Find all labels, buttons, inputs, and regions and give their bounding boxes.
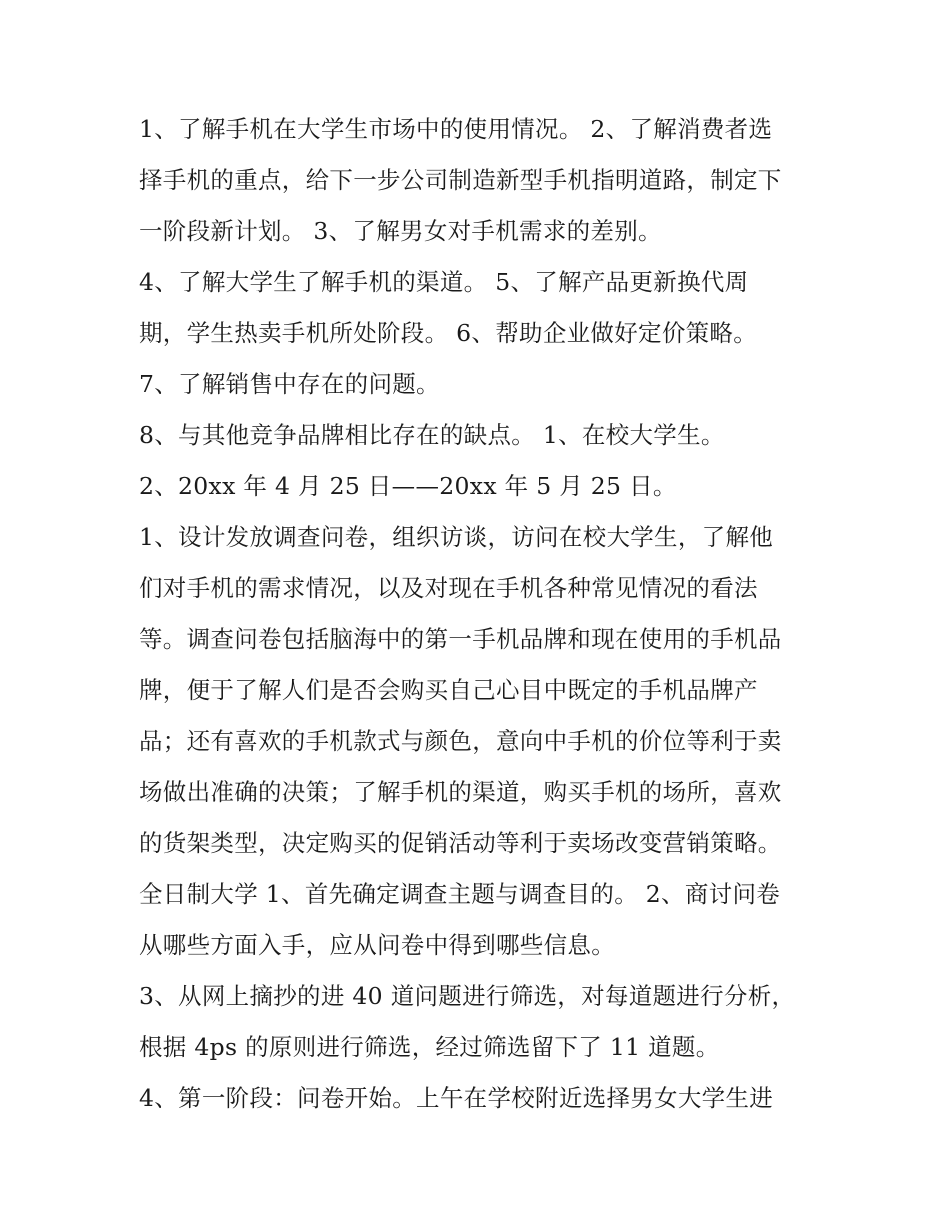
text-line-4: 4、了解大学生了解手机的渠道。 5、了解产品更新换代周 [139,268,749,296]
text-line-18: 3、从网上摘抄的进 40 道问题进行筛选，对每道题进行分析， [139,982,796,1010]
text-line-7: 8、与其他竞争品牌相比存在的缺点。 1、在校大学生。 [139,421,725,449]
document-body [139,104,819,1124]
text-line-16: 全日制大学 1、首先确定调查主题与调查目的。 2、商讨问卷 [139,880,781,908]
text-line-17: 从哪些方面入手，应从问卷中得到哪些信息。 [139,931,615,959]
text-line-13: 品；还有喜欢的手机款式与颜色，意向中手机的价位等利于卖 [139,727,782,755]
text-line-14: 场做出准确的决策；了解手机的渠道，购买手机的场所，喜欢 [139,778,782,806]
text-line-9: 1、设计发放调查问卷，组织访谈，访问在校大学生，了解他 [139,523,774,551]
text-line-20: 4、第一阶段：问卷开始。上午在学校附近选择男女大学生进 [139,1084,774,1112]
text-line-1: 1、了解手机在大学生市场中的使用情况。 2、了解消费者选 [139,115,773,143]
text-line-11: 等。调查问卷包括脑海中的第一手机品牌和现在使用的手机品 [139,625,782,653]
text-line-19: 根据 4ps 的原则进行筛选，经过筛选留下了 11 道题。 [139,1033,720,1061]
text-line-2: 择手机的重点，给下一步公司制造新型手机指明道路，制定下 [139,166,782,194]
text-line-15: 的货架类型，决定购买的促销活动等利于卖场改变营销策略。 [139,829,782,857]
text-line-3: 一阶段新计划。 3、了解男女对手机需求的差别。 [139,217,662,245]
text-line-6: 7、了解销售中存在的问题。 [139,370,440,398]
text-line-12: 牌，便于了解人们是否会购买自己心目中既定的手机品牌产 [139,676,758,704]
text-line-8: 2、20xx 年 4 月 25 日——20xx 年 5 月 25 日。 [139,472,677,500]
text-line-5: 期，学生热卖手机所处阶段。 6、帮助企业做好定价策略。 [139,319,758,347]
text-line-10: 们对手机的需求情况，以及对现在手机各种常见情况的看法 [139,574,758,602]
